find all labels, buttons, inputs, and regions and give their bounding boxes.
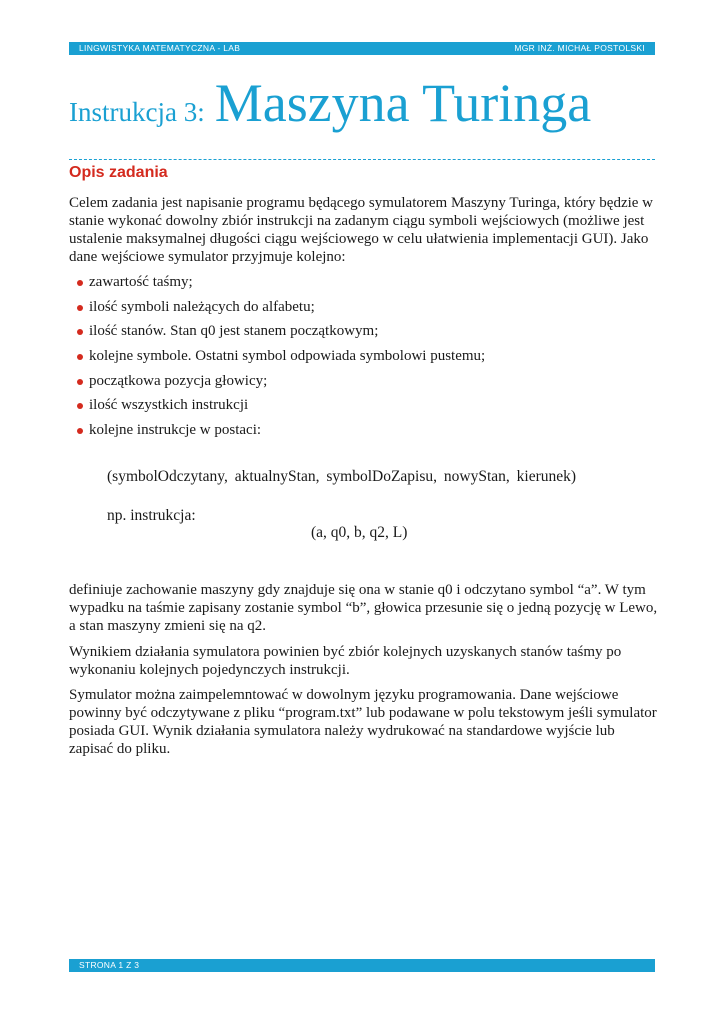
footer-bar bbox=[69, 959, 655, 972]
list-item: początkowa pozycja głowicy; bbox=[69, 369, 659, 394]
input-list bbox=[69, 270, 659, 443]
section-heading: Opis zadania bbox=[69, 164, 168, 181]
list-item: ilość stanów. Stan q0 jest stanem początkowym; bbox=[69, 319, 659, 344]
result-paragraph: Wynikiem działania symulatora powinien być zbiór kolejnych uzyskanych stanów taśmy po wykonaniu kolejnych pojedynczych instrukcji. bbox=[69, 644, 622, 678]
instruction-format: (symbolOdczytany, aktualnyStan, symbolDoZapisu, nowyStan, kierunek) bbox=[107, 468, 577, 485]
implementation-paragraph: Symulator można zaimpelemntować w dowolnym języku programowania. Dane wejściowe powinny być odczytywane z pliku “program.txt” lub podawane w polu tekstowym jeśli symulator posiada GUI. Wynik działania symulatora należy wydrukować na standardowe wyjście lub zapisać do pliku. bbox=[69, 687, 657, 757]
bullet-icon bbox=[77, 329, 83, 335]
list-item: ilość symboli należących do alfabetu; bbox=[69, 295, 659, 320]
intro-paragraph: Celem zadania jest napisanie programu będącego symulatorem Maszyny Turinga, który będzie w stanie wykonać dowolny zbiór instrukcji na zadanym ciągu symboli wejściowych (możliwe jest ustalenie maksymalnej długości ciągu wejściowego w celu ułatwienia implementacji GUI). Jako dane wejściowe symulator przyjmuje kolejno: bbox=[69, 195, 654, 265]
bullet-icon bbox=[77, 403, 83, 409]
example-label: np. instrukcja: bbox=[107, 507, 196, 524]
title-prefix: Instrukcja 3: bbox=[69, 97, 205, 127]
list-item: ilość wszystkich instrukcji bbox=[69, 393, 659, 418]
bullet-icon bbox=[77, 379, 83, 385]
list-item: kolejne symbole. Ostatni symbol odpowiada symbolowi pustemu; bbox=[69, 344, 659, 369]
bullet-icon bbox=[77, 428, 83, 434]
bullet-icon bbox=[77, 305, 83, 311]
page-title bbox=[69, 72, 669, 134]
page-number: STRONA 1 Z 3 bbox=[79, 960, 140, 970]
list-item: kolejne instrukcje w postaci: bbox=[69, 418, 659, 443]
title-main: Maszyna Turinga bbox=[214, 73, 592, 133]
bullet-icon bbox=[77, 354, 83, 360]
explanation-paragraph: definiuje zachowanie maszyny gdy znajduje się ona w stanie q0 i odczytano symbol “a”. W tym wypadku na taśmie zapisany zostanie symbol “b”, głowica przesunie się o jedną pozycję w Lewo, a stan maszyny zmieni się na q2. bbox=[69, 582, 658, 634]
header-bar bbox=[69, 42, 655, 55]
example-instruction: (a, q0, b, q2, L) bbox=[311, 524, 408, 541]
header-course: LINGWISTYKA MATEMATYCZNA - LAB bbox=[79, 43, 241, 53]
title-divider bbox=[69, 159, 655, 160]
bullet-icon bbox=[77, 280, 83, 286]
list-item: zawartość taśmy; bbox=[69, 270, 659, 295]
header-author: MGR INŻ. MICHAŁ POSTOLSKI bbox=[514, 43, 645, 53]
